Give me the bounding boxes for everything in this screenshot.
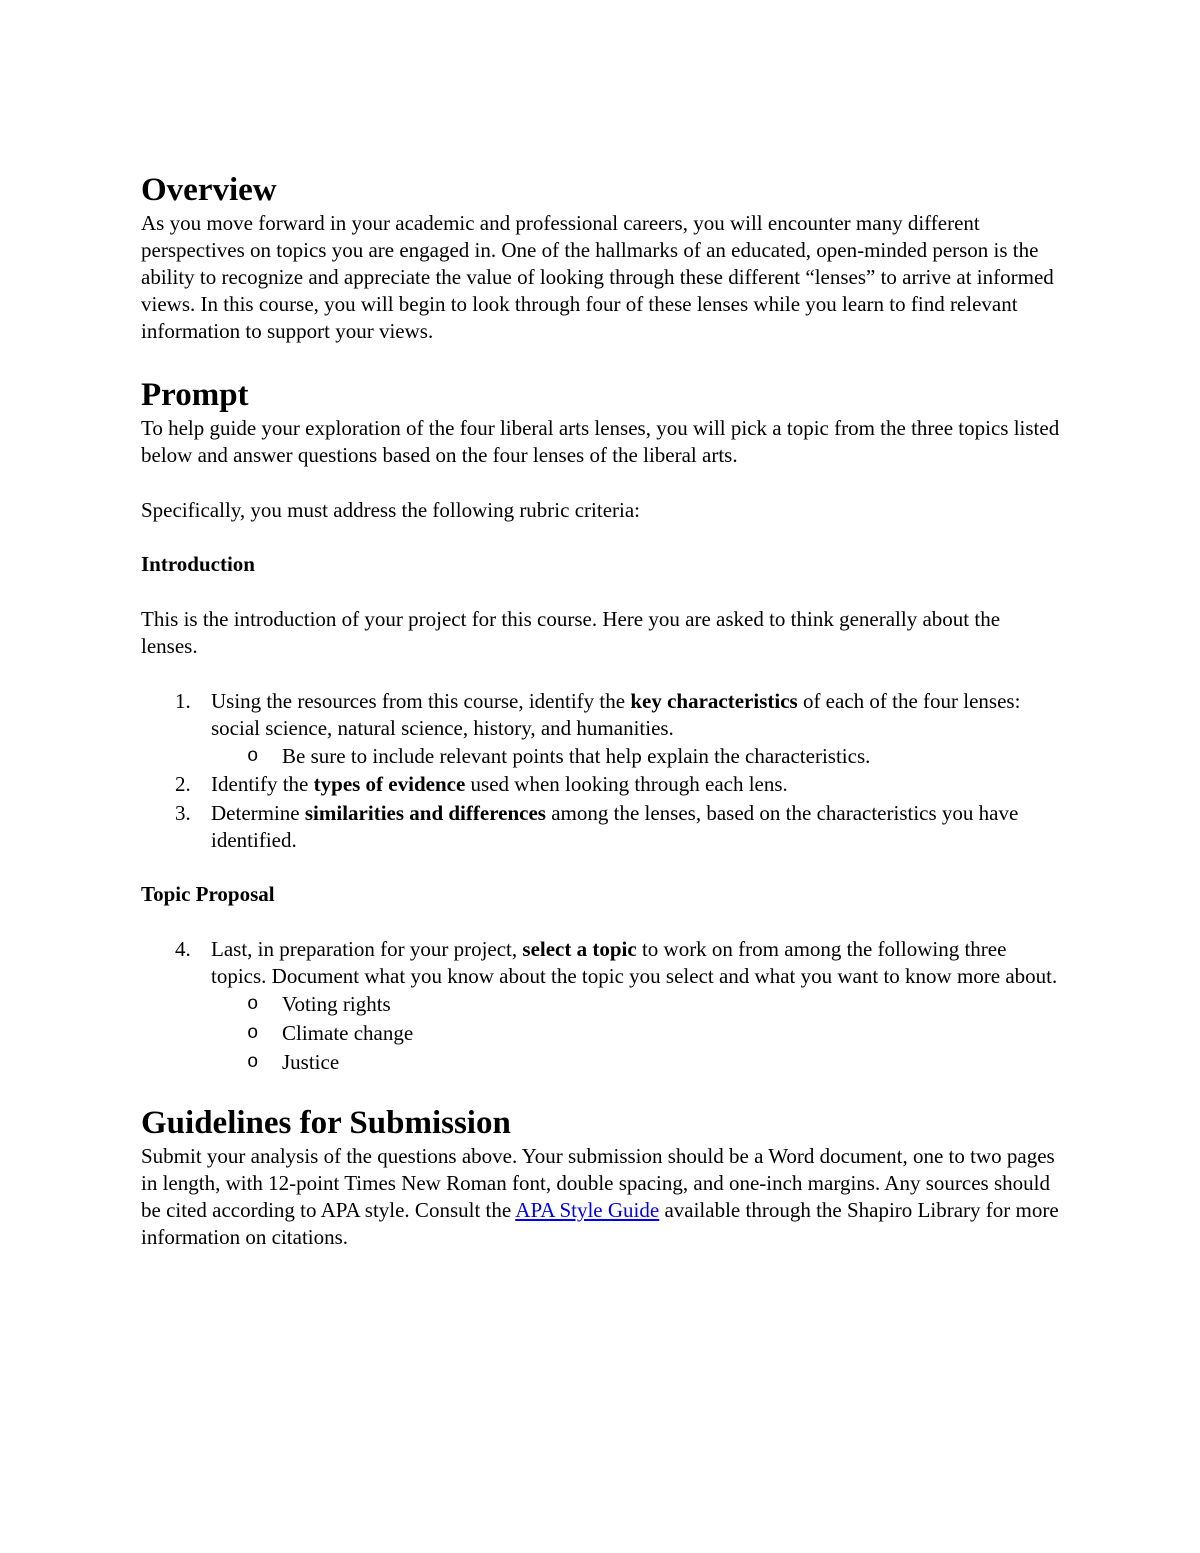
prompt-intro: To help guide your exploration of the four liberal arts lenses, you will pick a topic from the three topics listed below and answer questions based on the four lenses of the liberal arts. bbox=[141, 416, 1060, 467]
document-page bbox=[141, 170, 1061, 1251]
key-term: select a topic bbox=[522, 937, 637, 961]
circle-bullet-icon: o bbox=[247, 1051, 259, 1073]
topic-option: o Climate change bbox=[211, 1019, 1061, 1048]
introduction-heading: Introduction bbox=[141, 552, 255, 576]
list-item: 4. Last, in preparation for your project, select a topic to work on from among the following three topics. Document what you know about the topic you select and what you want to know more about. o Voting rights o Climate change o Justice bbox=[141, 936, 1061, 1077]
list-item: 2. Identify the types of evidence used when looking through each lens. bbox=[175, 772, 788, 796]
topic-proposal-list bbox=[141, 936, 1061, 1077]
sub-list bbox=[211, 742, 1061, 771]
topic-option: o Justice bbox=[211, 1048, 1061, 1077]
overview-heading: Overview bbox=[141, 172, 277, 208]
key-term: similarities and differences bbox=[304, 801, 546, 825]
list-marker: 4. bbox=[175, 937, 191, 961]
circle-bullet-icon: o bbox=[247, 993, 259, 1015]
guidelines-heading: Guidelines for Submission bbox=[141, 1105, 511, 1141]
apa-style-guide-link[interactable]: APA Style Guide bbox=[515, 1198, 660, 1222]
list-marker: 3. bbox=[175, 801, 191, 825]
guidelines-body: Submit your analysis of the questions above. Your submission should be a Word document, one to two pages in length, with 12-point Times New Roman font, double spacing, and one-inch margins. Any sources should be cited according to APA style. Consult the APA Style Guide available through the Shapiro Library for more information on citations. bbox=[141, 1144, 1059, 1249]
topic-options-list bbox=[211, 990, 1061, 1077]
key-term: key characteristics bbox=[630, 689, 798, 713]
prompt-heading: Prompt bbox=[141, 377, 249, 413]
list-marker: 2. bbox=[175, 772, 191, 796]
introduction-list bbox=[141, 688, 1061, 854]
topic-proposal-heading: Topic Proposal bbox=[141, 882, 275, 906]
list-item: 3. Determine similarities and differences among the lenses, based on the characteristics you have identified. bbox=[175, 801, 1019, 852]
list-item: 1. Using the resources from this course, identify the key characteristics of each of the four lenses: social science, natural science, history, and humanities. o Be sure to include relevant points that help explain the characteristics. bbox=[141, 688, 1061, 771]
circle-bullet-icon: o bbox=[247, 745, 259, 767]
list-marker: 1. bbox=[175, 689, 191, 713]
circle-bullet-icon: o bbox=[247, 1022, 259, 1044]
introduction-body: This is the introduction of your project for this course. Here you are asked to think generally about the lenses. bbox=[141, 607, 1001, 658]
topic-option: o Voting rights bbox=[211, 990, 1061, 1019]
rubric-criteria-line: Specifically, you must address the following rubric criteria: bbox=[141, 498, 640, 522]
sub-list-item: o Be sure to include relevant points that help explain the characteristics. bbox=[211, 742, 1061, 771]
key-term: types of evidence bbox=[313, 772, 466, 796]
overview-body: As you move forward in your academic and professional careers, you will encounter many different perspectives on topics you are engaged in. One of the hallmarks of an educated, open-minded person is the ability to recognize and appreciate the value of looking through these different “lenses” to arrive at informed views. In this course, you will begin to look through four of these lenses while you learn to find relevant information to support your views. bbox=[141, 211, 1054, 343]
